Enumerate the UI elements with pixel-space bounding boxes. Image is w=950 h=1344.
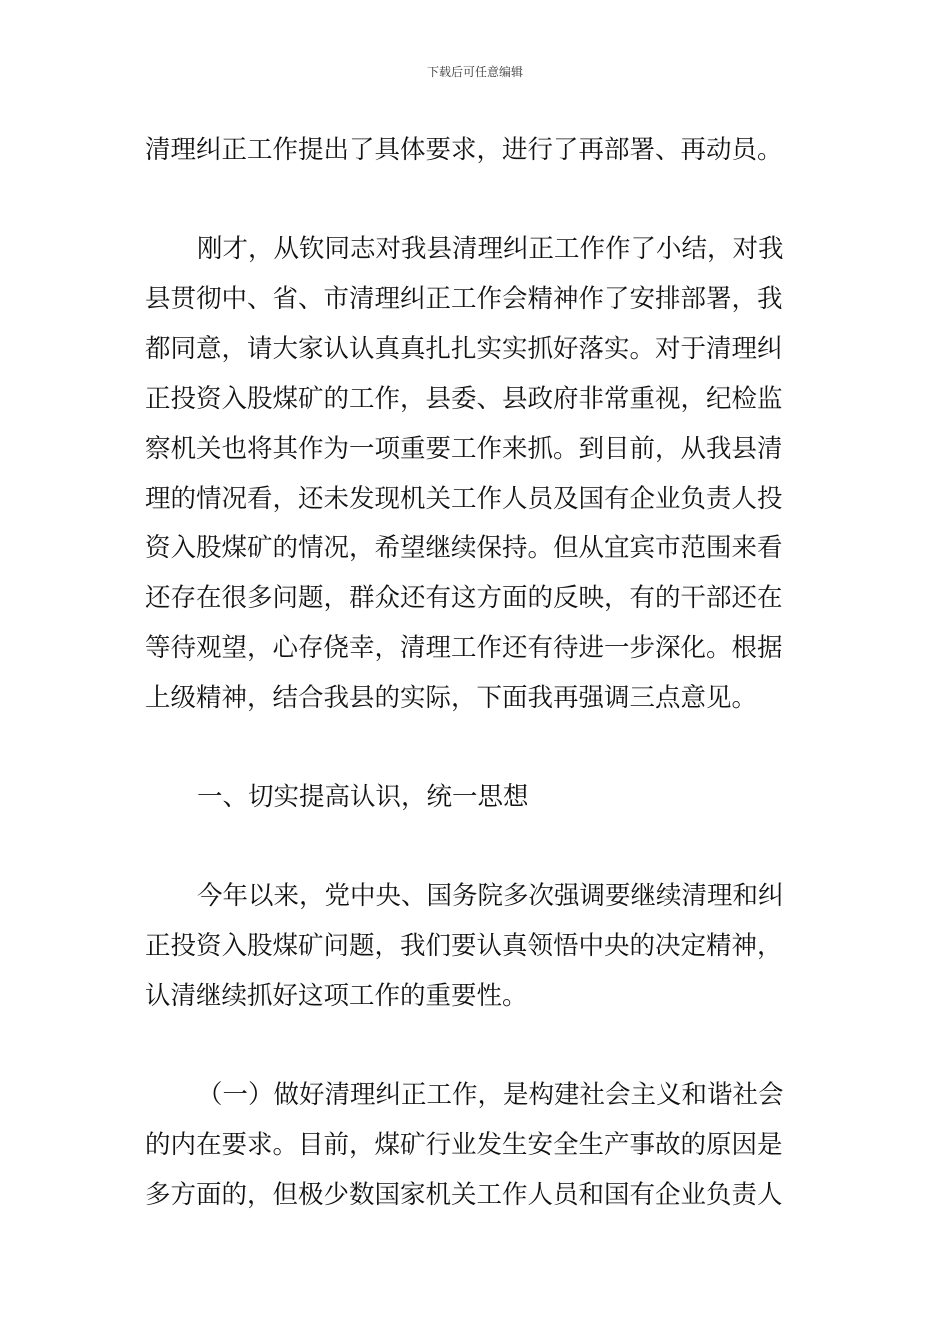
paragraph-line: 清理纠正工作提出了具体要求，进行了再部署、再动员。: [145, 135, 783, 165]
paragraph-line: （一）做好清理纠正工作，是构建社会主义和谐社会: [197, 1080, 784, 1110]
paragraph-line: 的内在要求。目前，煤矿行业发生安全生产事故的原因是: [145, 1130, 783, 1160]
paragraph-line: 察机关也将其作为一项重要工作来抓。到目前，从我县清: [145, 434, 783, 464]
header-note: 下载后可任意编辑: [426, 65, 523, 79]
section-heading: 一、切实提高认识，统一思想: [197, 782, 529, 812]
paragraph-line: 还存在很多问题，群众还有这方面的反映，有的干部还在: [145, 583, 783, 613]
paragraph-line: 刚才，从钦同志对我县清理纠正工作作了小结，对我: [197, 234, 784, 264]
paragraph-line: 资入股煤矿的情况，希望继续保持。但从宜宾市范围来看: [145, 533, 783, 563]
paragraph-line: 多方面的，但极少数国家机关工作人员和国有企业负责人: [145, 1180, 783, 1210]
paragraph-line: 等待观望，心存侥幸，清理工作还有待进一步深化。根据: [145, 633, 783, 663]
paragraph-line: 今年以来，党中央、国务院多次强调要继续清理和纠: [197, 881, 784, 911]
paragraph-line: 县贯彻中、省、市清理纠正工作会精神作了安排部署，我: [145, 284, 783, 314]
paragraph-line: 认清继续抓好这项工作的重要性。: [145, 981, 528, 1011]
paragraph-line: 都同意，请大家认认真真扎扎实实抓好落实。对于清理纠: [145, 334, 783, 364]
paragraph-line: 上级精神，结合我县的实际，下面我再强调三点意见。: [145, 683, 758, 713]
paragraph-line: 正投资入股煤矿问题，我们要认真领悟中央的决定精神，: [145, 931, 783, 961]
paragraph-line: 理的情况看，还未发现机关工作人员及国有企业负责人投: [145, 484, 783, 514]
paragraph-line: 正投资入股煤矿的工作，县委、县政府非常重视，纪检监: [145, 384, 783, 414]
